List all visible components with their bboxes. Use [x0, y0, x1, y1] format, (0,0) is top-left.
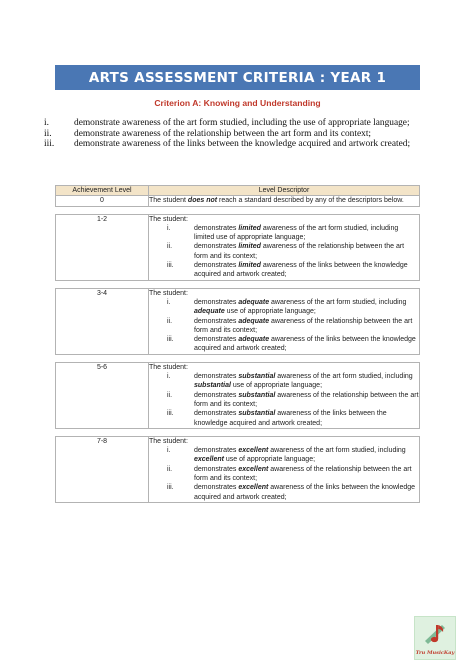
objective-text: demonstrate awareness of the links between the knowledge acquired and artwork created; [74, 139, 411, 149]
descriptor-text: awareness of the links between the knowledge acquired and artwork created; [194, 336, 416, 353]
descriptor-text: awareness of the art form studied, including [275, 373, 413, 381]
roman-numeral [149, 446, 194, 465]
objective-number: i. [44, 118, 49, 128]
achievement-level: 1-2 [56, 214, 149, 280]
spacer-cell [56, 206, 149, 214]
title-banner [55, 65, 420, 90]
level-descriptor [149, 196, 420, 206]
descriptor-text: demonstrates [194, 484, 239, 492]
descriptor-item-text [194, 446, 419, 465]
descriptor-item [149, 242, 419, 261]
spacer-cell [149, 428, 420, 436]
descriptor-text: demonstrates [194, 298, 239, 306]
level-descriptor [149, 214, 420, 280]
roman-numeral [149, 465, 194, 484]
descriptor-text: demonstrates [194, 373, 239, 381]
descriptor-text: awareness of the relationship between the art form and its context; [194, 465, 412, 483]
objective-text: demonstrate awareness of the relationship between the art form and its context; [74, 128, 372, 139]
roman-numeral [149, 409, 194, 428]
descriptor-item-text [194, 465, 419, 484]
descriptor-emphasis: does not [187, 197, 218, 205]
descriptor-emphasis: substantial [194, 382, 231, 390]
roman-numeral [149, 483, 194, 502]
roman-numeral-text: i. [167, 298, 171, 306]
objective-item [44, 129, 429, 140]
student-label: The student: [149, 437, 188, 445]
descriptor-item [149, 409, 419, 428]
student-label: The student: [149, 289, 188, 297]
roman-numeral-text: iii. [167, 410, 174, 418]
descriptor-emphasis: excellent [238, 447, 269, 455]
descriptor-text: awareness of the links between the knowledge acquired and artwork created; [194, 262, 408, 279]
brand-logo [414, 616, 456, 660]
roman-numeral [149, 317, 194, 336]
descriptor-text: demonstrates [194, 262, 239, 270]
spacer-cell [56, 354, 149, 362]
descriptor-item-text [194, 409, 419, 428]
table-row [56, 288, 420, 354]
descriptor-text: use of appropriate language; [223, 456, 316, 464]
descriptor-item-text [194, 261, 419, 280]
objective-number: ii. [44, 128, 52, 139]
descriptor-item [149, 261, 419, 280]
descriptor-text: demonstrates [194, 447, 239, 455]
descriptor-text: awareness of the links between the knowledge acquired and artwork created; [194, 484, 416, 501]
descriptor-item-text [194, 242, 419, 261]
spacer-cell [149, 206, 420, 214]
objective-item [44, 139, 429, 150]
table-spacer-row [56, 206, 420, 214]
descriptor-item [149, 317, 419, 336]
table-spacer-row [56, 354, 420, 362]
criterion-subtitle: Criterion A: Knowing and Understanding [154, 98, 321, 108]
descriptor-text: awareness of the relationship between the art form and its context; [194, 243, 405, 260]
spacer-cell [149, 354, 420, 362]
descriptor-text: demonstrates [194, 410, 239, 418]
descriptor-text: reach a standard described by any of the descriptors below. [217, 197, 404, 205]
header-level-descriptor: Level Descriptor [149, 186, 420, 196]
descriptor-text: awareness of the links between the knowledge acquired and artwork created; [194, 410, 387, 427]
descriptor-text: use of appropriate language; [224, 308, 316, 316]
level-descriptor [149, 436, 420, 502]
descriptor-text: awareness of the relationship between the art form and its context; [194, 391, 419, 408]
roman-numeral-text: i. [167, 373, 171, 381]
achievement-level: 3-4 [56, 288, 149, 354]
roman-numeral-text: ii. [167, 465, 173, 473]
descriptor-item-text [194, 224, 419, 243]
descriptor-text: awareness of the art form studied, including [268, 447, 406, 455]
student-label: The student: [149, 215, 188, 223]
objective-number: iii. [44, 139, 55, 149]
rubric-table [55, 185, 420, 503]
roman-numeral-text: ii. [167, 243, 173, 251]
descriptor-emphasis: excellent [238, 465, 269, 473]
descriptor-emphasis: substantial [238, 391, 276, 399]
table-header-row [56, 186, 420, 196]
descriptor-emphasis: substantial [238, 373, 276, 381]
objective-text: demonstrate awareness of the art form studied, including the use of appropriate language; [74, 118, 410, 128]
descriptor-emphasis: substantial [238, 410, 276, 418]
descriptor-emphasis: limited [238, 224, 261, 232]
roman-numeral-text: ii. [167, 391, 173, 399]
roman-numeral [149, 391, 194, 410]
descriptor-item-text [194, 391, 419, 410]
descriptor-item [149, 335, 419, 354]
descriptor-text: demonstrates [194, 391, 239, 399]
roman-numeral-text: iii. [167, 262, 174, 270]
descriptor-item-text [194, 298, 419, 317]
descriptor-item [149, 465, 419, 484]
spacer-cell [56, 280, 149, 288]
achievement-level: 5-6 [56, 362, 149, 428]
descriptor-text: demonstrates [194, 317, 239, 325]
table-row [56, 362, 420, 428]
spacer-cell [56, 428, 149, 436]
descriptor-text: demonstrates [194, 336, 239, 344]
roman-numeral [149, 298, 194, 317]
roman-numeral-text: i. [167, 224, 171, 232]
table-row [56, 214, 420, 280]
descriptor-item-text [194, 317, 419, 336]
descriptor-emphasis: adequate [238, 298, 270, 306]
descriptor-emphasis: limited [238, 262, 261, 270]
spacer-cell [149, 280, 420, 288]
descriptor-emphasis: excellent [238, 484, 269, 492]
objective-item [44, 118, 429, 129]
descriptor-item [149, 298, 419, 317]
roman-numeral [149, 372, 194, 391]
table-spacer-row [56, 280, 420, 288]
roman-numeral [149, 242, 194, 261]
table-row [56, 196, 420, 206]
descriptor-item-text [194, 335, 419, 354]
roman-numeral-text: iii. [167, 484, 174, 492]
achievement-level: 7-8 [56, 436, 149, 502]
descriptor-text: demonstrates [194, 465, 239, 473]
descriptor-text: awareness of the relationship between the art form and its context; [194, 317, 413, 334]
descriptor-item [149, 372, 419, 391]
roman-numeral [149, 335, 194, 354]
descriptor-item-text [194, 483, 419, 502]
descriptor-emphasis: adequate [238, 317, 270, 325]
descriptor-emphasis: adequate [194, 308, 225, 316]
descriptor-text: use of appropriate language; [230, 382, 323, 390]
descriptor-item [149, 483, 419, 502]
roman-numeral-text: ii. [167, 317, 173, 325]
achievement-level: 0 [56, 196, 149, 206]
descriptor-item-text [194, 372, 419, 391]
descriptor-item [149, 446, 419, 465]
descriptor-emphasis: adequate [238, 336, 270, 344]
student-label: The student: [149, 363, 188, 371]
descriptor-text: demonstrates [194, 224, 239, 232]
descriptor-text: demonstrates [194, 243, 239, 251]
logo-text: Tru MusicKay [415, 650, 455, 656]
descriptor-text: awareness of the art form studied, including limited use of appropriate language; [194, 224, 399, 242]
descriptor-text: awareness of the art form studied, including [269, 298, 407, 306]
descriptor-item [149, 224, 419, 243]
roman-numeral [149, 261, 194, 280]
roman-numeral-text: i. [167, 447, 171, 455]
music-note-icon [422, 621, 448, 647]
descriptor-text: The student [149, 197, 188, 205]
roman-numeral-text: iii. [167, 336, 174, 344]
table-spacer-row [56, 428, 420, 436]
page-title: ARTS ASSESSMENT CRITERIA : YEAR 1 [88, 69, 387, 86]
table-row [56, 436, 420, 502]
descriptor-item [149, 391, 419, 410]
roman-numeral [149, 224, 194, 243]
level-descriptor [149, 362, 420, 428]
level-descriptor [149, 288, 420, 354]
descriptor-emphasis: excellent [194, 456, 224, 464]
descriptor-emphasis: limited [238, 243, 261, 251]
header-achievement-level: Achievement Level [56, 186, 149, 196]
objectives-list [44, 118, 429, 150]
